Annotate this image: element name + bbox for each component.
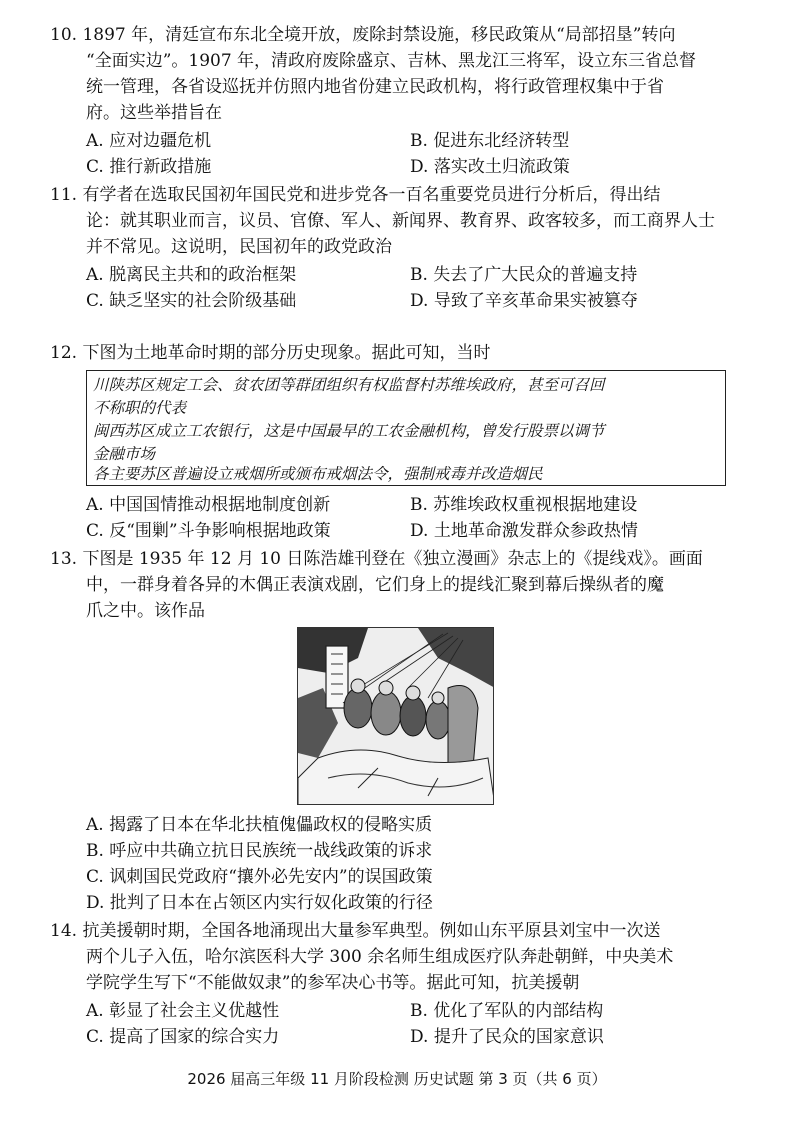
page-footer: 2026 届高三年级 11 月阶段检测 历史试题 第 3 页（共 6 页）	[187, 1070, 607, 1088]
q14-option-a[interactable]: A. 彰显了社会主义优越性	[86, 1001, 280, 1021]
q10-stem-line: 10. 1897 年，清廷宣布东北全境开放，废除封禁设施，移民政策从“局部招垦”转向	[50, 25, 676, 45]
q10-stem-line: 统一管理，各省设巡抚并仿照内地省份建立民政机构，将行政管理权集中于省	[86, 77, 664, 97]
q12-box-line: 金融市场	[93, 445, 156, 463]
q13-option-c[interactable]: C. 讽刺国民党政府“攘外必先安内”的误国政策	[86, 867, 433, 887]
q14-option-c[interactable]: C. 提高了国家的综合实力	[86, 1027, 280, 1047]
q12-box-line: 不称职的代表	[93, 399, 187, 417]
q14-stem-line: 14. 抗美援朝时期，全国各地涌现出大量参军典型。例如山东平原县刘宝中一次送	[50, 921, 661, 941]
q10-option-a[interactable]: A. 应对边疆危机	[86, 131, 212, 151]
q11-option-c[interactable]: C. 缺乏坚实的社会阶级基础	[86, 291, 297, 311]
q12-box-line: 各主要苏区普遍设立戒烟所或颁布戒烟法令，强制戒毒并改造烟民	[93, 465, 543, 483]
q10-option-d[interactable]: D. 落实改土归流政策	[410, 157, 570, 177]
q11-stem-line: 11. 有学者在选取民国初年国民党和进步党各一百名重要党员进行分析后，得出结	[50, 185, 661, 205]
q11-stem-line: 论：就其职业而言，议员、官僚、军人、新闻界、教育界、政客较多，而工商界人士	[86, 211, 715, 231]
q14-option-b[interactable]: B. 优化了军队的内部结构	[410, 1001, 604, 1021]
q10-stem-line: 府。这些举措旨在	[86, 103, 222, 123]
q10-option-c[interactable]: C. 推行新政措施	[86, 157, 212, 177]
q14-option-d[interactable]: D. 提升了民众的国家意识	[410, 1027, 604, 1047]
q12-box-line: 川陕苏区规定工会、贫农团等群团组织有权监督村苏维埃政府，甚至可召回	[93, 376, 605, 394]
q14-stem-line: 两个儿子入伍，哈尔滨医科大学 300 余名师生组成医疗队奔赴朝鲜，中央美术	[86, 947, 674, 967]
q13-option-b[interactable]: B. 呼应中共确立抗日民族统一战线政策的诉求	[86, 841, 433, 861]
q13-stem-line: 中，一群身着各异的木偶正表演戏剧，它们身上的提线汇聚到幕后操纵者的魔	[86, 575, 664, 595]
cartoon-image	[297, 627, 494, 805]
q13-stem-line: 13. 下图是 1935 年 12 月 10 日陈浩雄刊登在《独立漫画》杂志上的《提线戏》。画面	[50, 549, 703, 569]
q11-option-d[interactable]: D. 导致了辛亥革命果实被篡夺	[410, 291, 638, 311]
q12-box-line: 闽西苏区成立工农银行，这是中国最早的工农金融机构，曾发行股票以调节	[93, 422, 605, 440]
q13-option-d[interactable]: D. 批判了日本在占领区内实行奴化政策的行径	[86, 893, 433, 913]
q12-option-c[interactable]: C. 反“围剿”斗争影响根据地政策	[86, 521, 331, 541]
q12-option-d[interactable]: D. 土地革命激发群众参政热情	[410, 521, 638, 541]
q12-stem-line: 12. 下图为土地革命时期的部分历史现象。据此可知，当时	[50, 343, 491, 363]
q14-stem-line: 学院学生写下“不能做奴隶”的参军决心书等。据此可知，抗美援朝	[86, 973, 580, 993]
q12-material-box	[86, 370, 726, 486]
puppet-cartoon-illustration	[298, 628, 494, 805]
q12-option-a[interactable]: A. 中国国情推动根据地制度创新	[86, 495, 331, 515]
q11-option-b[interactable]: B. 失去了广大民众的普遍支持	[410, 265, 638, 285]
q10-stem-line: “全面实边”。1907 年，清政府废除盛京、吉林、黑龙江三将军，设立东三省总督	[86, 51, 697, 71]
q10-option-b[interactable]: B. 促进东北经济转型	[410, 131, 570, 151]
q13-stem-line: 爪之中。该作品	[86, 601, 205, 621]
q11-stem-line: 并不常见。这说明，民国初年的政党政治	[86, 237, 392, 257]
q12-option-b[interactable]: B. 苏维埃政权重视根据地建设	[410, 495, 638, 515]
q11-option-a[interactable]: A. 脱离民主共和的政治框架	[86, 265, 297, 285]
q13-option-a[interactable]: A. 揭露了日本在华北扶植傀儡政权的侵略实质	[86, 815, 433, 835]
